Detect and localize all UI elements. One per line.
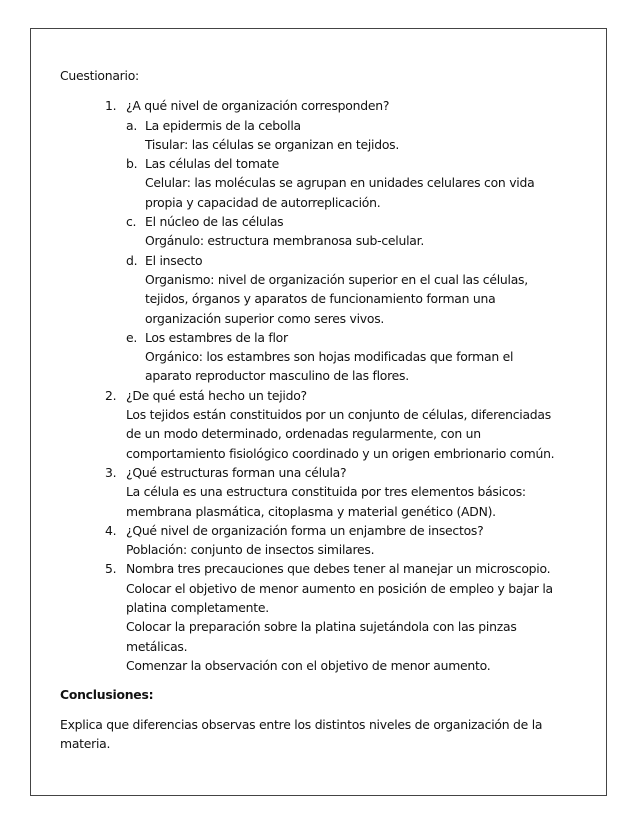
question-item: [60, 96, 560, 385]
question-number: 4.: [105, 522, 117, 538]
sub-question-list: [126, 116, 560, 386]
question-number: 3.: [105, 464, 117, 480]
sub-question-item: [126, 116, 560, 155]
questionnaire-heading: Cuestionario:: [60, 68, 139, 83]
sub-question-answer: Orgánico: los estambres son hojas modificadas que forman el aparato reproductor masculino de las flores.: [145, 349, 514, 384]
sub-question-title: Las células del tomate: [145, 156, 280, 172]
sub-question-title: Los estambres de la flor: [145, 329, 288, 345]
question-text: Nombra tres precauciones que debes tener al manejar un microscopio.: [126, 561, 551, 577]
question-item: [60, 386, 560, 463]
question-text: ¿De qué está hecho un tejido?: [126, 387, 307, 403]
question-answer: Los tejidos están constituidos por un conjunto de células, diferenciadas de un modo determinado, ordenadas regularmente, con un comportamiento fisiológico coordinado y un origen embrionario común.: [126, 407, 555, 461]
question-number: 5.: [105, 561, 117, 577]
sub-question-item: [126, 251, 560, 328]
question-text: ¿Qué nivel de organización forma un enjambre de insectos?: [126, 522, 484, 538]
question-answer: Comenzar la observación con el objetivo de menor aumento.: [126, 657, 491, 673]
sub-question-letter: c.: [126, 214, 137, 230]
question-text: ¿A qué nivel de organización corresponden?: [126, 98, 390, 114]
question-item: [60, 521, 560, 560]
sub-question-title: La epidermis de la cebolla: [145, 117, 301, 133]
question-number: 1.: [105, 98, 117, 114]
question-item: [60, 559, 560, 675]
sub-question-letter: e.: [126, 329, 138, 345]
sub-question-item: [126, 154, 560, 212]
sub-question-item: [126, 212, 560, 251]
sub-question-answer: Orgánulo: estructura membranosa sub-celular.: [145, 233, 425, 249]
sub-question-answer: Tisular: las células se organizan en tejidos.: [145, 136, 400, 152]
question-item: [60, 463, 560, 521]
sub-question-letter: a.: [126, 117, 138, 133]
sub-question-item: [126, 328, 560, 386]
sub-question-letter: b.: [126, 156, 138, 172]
sub-question-title: El insecto: [145, 252, 203, 268]
conclusions-text: Explica que diferencias observas entre los distintos niveles de organización de la materia.: [60, 716, 543, 751]
question-answer: Población: conjunto de insectos similares.: [126, 542, 375, 558]
conclusions-heading: Conclusiones:: [60, 687, 154, 703]
question-answer: Colocar la preparación sobre la platina sujetándola con las pinzas metálicas.: [126, 619, 517, 654]
sub-question-answer: Celular: las moléculas se agrupan en unidades celulares con vida propia y capacidad de autorreplicación.: [145, 175, 535, 210]
question-list: [60, 96, 560, 675]
sub-question-letter: d.: [126, 252, 138, 268]
question-number: 2.: [105, 387, 117, 403]
sub-question-title: El núcleo de las células: [145, 214, 284, 230]
sub-question-answer: Organismo: nivel de organización superior en el cual las células, tejidos, órganos y aparatos de funcionamiento forman una organización superior como seres vivos.: [145, 271, 528, 326]
question-answer: La célula es una estructura constituida por tres elementos básicos: membrana plasmática, citoplasma y material genético (ADN).: [126, 484, 526, 519]
document-body: [60, 66, 560, 753]
question-answer: Colocar el objetivo de menor aumento en posición de empleo y bajar la platina completamente.: [126, 580, 553, 616]
question-text: ¿Qué estructuras forman una célula?: [126, 464, 347, 480]
